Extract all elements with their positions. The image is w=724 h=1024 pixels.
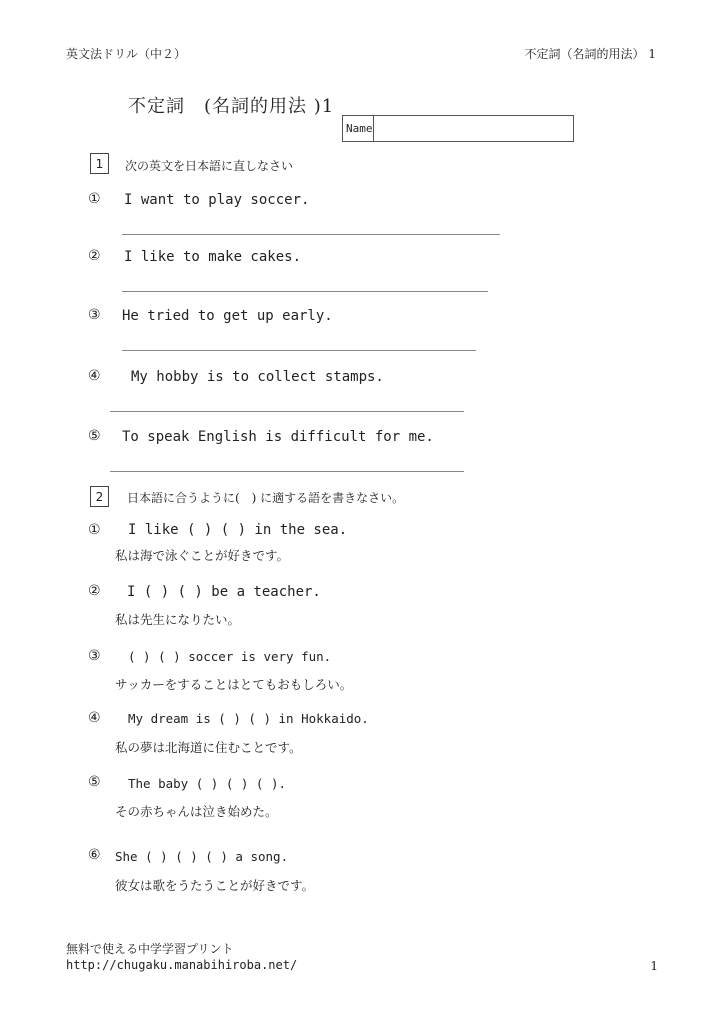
s1-item-2-answer-line[interactable] <box>122 291 488 292</box>
s2-item-4-english: My dream is ( ) ( ) in Hokkaido. <box>128 711 369 726</box>
s2-item-4-number: ④ <box>88 710 101 726</box>
s1-item-1-text: I want to play soccer. <box>124 192 310 208</box>
s2-item-6-japanese: 彼女は歌をうたうことが好きです。 <box>115 878 315 893</box>
s2-item-1-number: ① <box>88 522 101 538</box>
s1-item-5-text: To speak English is difficult for me. <box>122 429 434 445</box>
s1-item-2-number: ② <box>88 248 101 264</box>
footer-site-name: 無料で使える中学学習プリント <box>66 942 234 956</box>
s1-item-4-number: ④ <box>88 368 101 384</box>
header-left-text: 英文法ドリル（中２） <box>66 47 187 61</box>
s2-item-2-number: ② <box>88 583 101 599</box>
s2-item-3-japanese: サッカーをすることはとてもおもしろい。 <box>115 677 353 692</box>
s2-item-6-english: She ( ) ( ) ( ) a song. <box>115 849 289 864</box>
s1-item-3-number: ③ <box>88 307 101 323</box>
s1-item-4-answer-line[interactable] <box>110 411 464 412</box>
s2-item-3-english: ( ) ( ) soccer is very fun. <box>128 649 332 664</box>
s2-item-5-number: ⑤ <box>88 774 101 790</box>
name-label: Name <box>343 116 374 141</box>
s1-item-1-number: ① <box>88 191 101 207</box>
section-2-instruction: 日本語に合うように( ) に適する語を書きなさい。 <box>127 491 405 505</box>
s1-item-1-answer-line[interactable] <box>122 234 500 235</box>
section-1-instruction: 次の英文を日本語に直しなさい <box>125 159 294 173</box>
header-right-text: 不定詞（名詞的用法） 1 <box>524 47 656 61</box>
name-input-area[interactable] <box>374 116 573 141</box>
s2-item-5-english: The baby ( ) ( ) ( ). <box>128 776 287 791</box>
section-1-number: 1 <box>90 153 109 174</box>
s2-item-6-number: ⑥ <box>88 847 101 863</box>
s2-item-1-english: I like ( ) ( ) in the sea. <box>128 522 348 538</box>
footer-page-number: 1 <box>650 959 658 973</box>
s1-item-3-text: He tried to get up early. <box>122 308 333 324</box>
s1-item-5-answer-line[interactable] <box>110 471 464 472</box>
s2-item-2-japanese: 私は先生になりたい。 <box>115 612 241 627</box>
s1-item-2-text: I like to make cakes. <box>124 249 302 265</box>
s1-item-5-number: ⑤ <box>88 428 101 444</box>
section-2-number: 2 <box>90 486 109 507</box>
s1-item-3-answer-line[interactable] <box>122 350 476 351</box>
s2-item-3-number: ③ <box>88 648 101 664</box>
s1-item-4-text: My hobby is to collect stamps. <box>131 369 384 385</box>
page-title: 不定詞 (名詞的用法 )1 <box>128 96 335 117</box>
s2-item-4-japanese: 私の夢は北海道に住むことです。 <box>115 740 302 755</box>
footer-url[interactable]: http://chugaku.manabihiroba.net/ <box>66 958 298 972</box>
s2-item-2-english: I ( ) ( ) be a teacher. <box>127 584 321 600</box>
s2-item-1-japanese: 私は海で泳ぐことが好きです。 <box>115 548 290 563</box>
name-box <box>342 115 574 142</box>
s2-item-5-japanese: その赤ちゃんは泣き始めた。 <box>115 804 278 819</box>
